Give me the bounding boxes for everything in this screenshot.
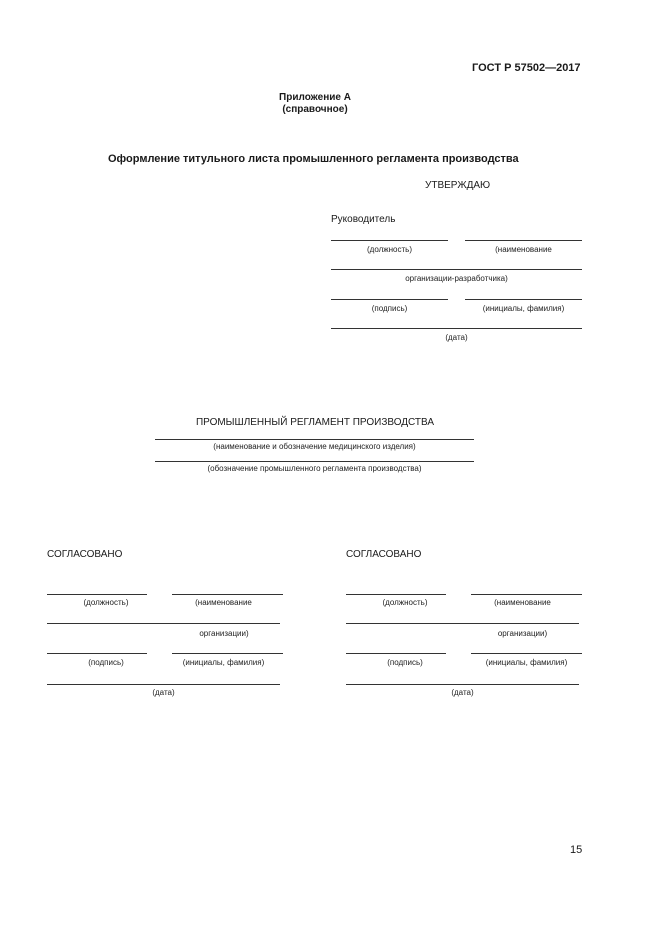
approve-org-line bbox=[331, 269, 582, 270]
regulation-product-line bbox=[155, 439, 474, 440]
approve-caption-org: организации-разработчика) bbox=[405, 274, 508, 283]
approve-caption-sign: (подпись) bbox=[371, 304, 408, 313]
regulation-title: ПРОМЫШЛЕННЫЙ РЕГЛАМЕНТ ПРОИЗВОДСТВА bbox=[195, 417, 435, 428]
approve-caption-date: (дата) bbox=[445, 333, 468, 342]
agreed-left-caption-date: (дата) bbox=[152, 688, 175, 697]
approve-caption-initials: (инициалы, фамилия) bbox=[482, 304, 565, 313]
agreed-left-sign-line bbox=[47, 653, 147, 654]
standard-number: ГОСТ Р 57502—2017 bbox=[472, 62, 581, 74]
approve-position-line bbox=[331, 240, 448, 241]
agreed-right-caption-name: (наименование bbox=[494, 598, 551, 607]
approve-sign-line bbox=[331, 299, 448, 300]
approve-date-line bbox=[331, 328, 582, 329]
agreed-left-caption-initials: (инициалы, фамилия) bbox=[182, 658, 265, 667]
agreed-right-date-line bbox=[346, 684, 579, 685]
regulation-caption-product: (наименование и обозначение медицинского изделия) bbox=[213, 442, 416, 451]
agreed-left-date-line bbox=[47, 684, 280, 685]
agreed-left-initials-line bbox=[172, 653, 283, 654]
agreed-right-title: СОГЛАСОВАНО bbox=[346, 549, 422, 560]
regulation-caption-designation: (обозначение промышленного регламента производства) bbox=[207, 464, 422, 473]
approve-name-line bbox=[465, 240, 582, 241]
agreed-right-sign-line bbox=[346, 653, 446, 654]
agreed-left-org-line bbox=[47, 623, 280, 624]
appendix-title: Приложение А bbox=[279, 92, 351, 103]
agreed-right-caption-position: (должность) bbox=[382, 598, 428, 607]
page-number: 15 bbox=[570, 844, 583, 856]
agreed-right-caption-date: (дата) bbox=[451, 688, 474, 697]
agreed-left-caption-position: (должность) bbox=[83, 598, 129, 607]
agreed-right-name-line bbox=[471, 594, 582, 595]
agreed-right-position-line bbox=[346, 594, 446, 595]
agreed-right-org-line bbox=[346, 623, 579, 624]
approve-caption-name: (наименование bbox=[495, 245, 552, 254]
agreed-right-initials-line bbox=[471, 653, 582, 654]
page-heading: Оформление титульного листа промышленного регламента производства bbox=[108, 153, 519, 165]
regulation-designation-line bbox=[155, 461, 474, 462]
approve-title: УТВЕРЖДАЮ bbox=[425, 180, 491, 191]
approve-caption-position: (должность) bbox=[367, 245, 412, 254]
agreed-left-title: СОГЛАСОВАНО bbox=[47, 549, 123, 560]
appendix-note: (справочное) bbox=[282, 104, 348, 115]
agreed-left-caption-sign: (подпись) bbox=[88, 658, 124, 667]
agreed-left-name-line bbox=[172, 594, 283, 595]
agreed-right-caption-org: организации) bbox=[497, 629, 548, 638]
approve-initials-line bbox=[465, 299, 582, 300]
approve-head-label: Руководитель bbox=[331, 214, 396, 225]
agreed-right-caption-initials: (инициалы, фамилия) bbox=[485, 658, 568, 667]
agreed-left-caption-org: организации) bbox=[199, 629, 249, 638]
agreed-right-caption-sign: (подпись) bbox=[387, 658, 423, 667]
agreed-left-position-line bbox=[47, 594, 147, 595]
agreed-left-caption-name: (наименование bbox=[195, 598, 252, 607]
